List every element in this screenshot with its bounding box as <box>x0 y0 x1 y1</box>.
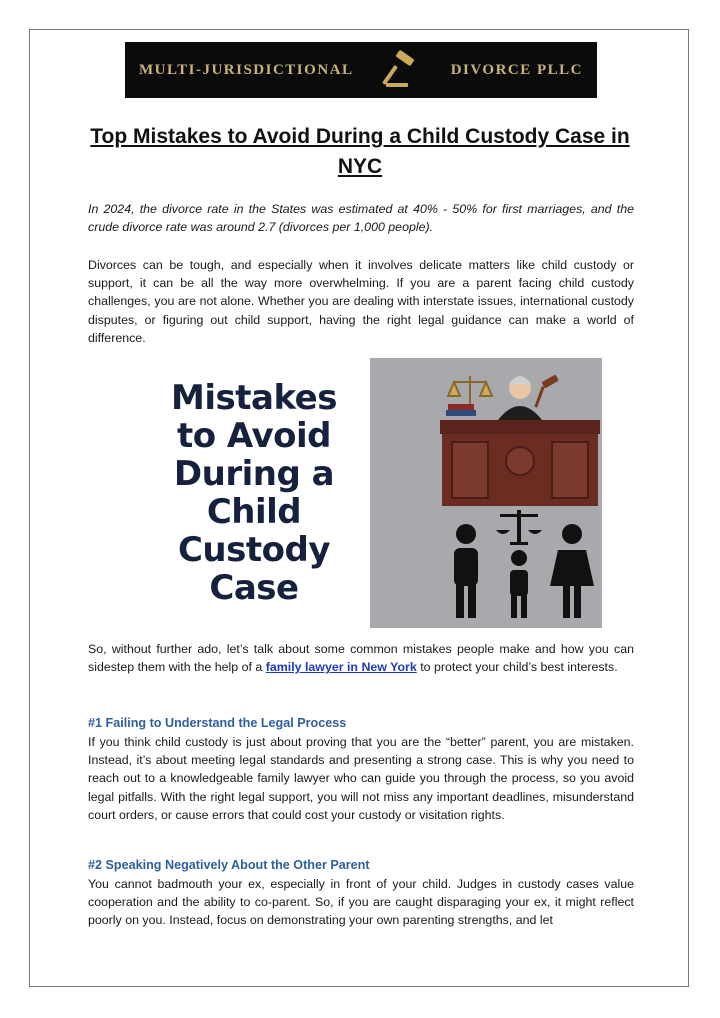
document-page <box>29 29 689 987</box>
hero-line: Custody <box>177 530 330 570</box>
hero-line: Mistakes <box>171 378 337 418</box>
logo-left-text: MULTI-JURISDICTIONAL <box>139 61 354 78</box>
family-lawyer-link[interactable]: family lawyer in New York <box>265 660 417 675</box>
courtroom-illustration <box>370 358 602 628</box>
article-title: Top Mistakes to Avoid During a Child Custody Case in NYC <box>90 125 630 178</box>
judge-desk <box>440 420 600 434</box>
section-heading-1: #1 Failing to Understand the Legal Process <box>88 716 347 730</box>
hero-line: During a <box>173 454 335 494</box>
intro-paragraph: In 2024, the divorce rate in the States was estimated at 40% - 50% for first marriages, and the crude divorce rate was around 2.7 (divorces per 1,000 people). <box>88 202 634 235</box>
paragraph-2 <box>88 640 634 676</box>
hero-heading <box>171 379 337 607</box>
paragraph-1: Divorces can be tough, and especially when it involves delicate matters like child custody or support, it can be all the way more overwhelming. If you are a parent facing child custody challenges, you are not alone. Whether you are dealing with interstate issues, international custody disputes, or figuring out child support, having the right legal guidance can make a world of difference. <box>88 258 634 345</box>
paragraph-2-before: So, without further ado, let’s talk about some common mistakes people make and how you can sidestep them with the help of a <box>88 642 634 675</box>
hero-image <box>138 358 602 628</box>
hero-line: Child <box>206 492 302 532</box>
paragraph-2-after: to protect your child’s best interests. <box>416 660 618 675</box>
paragraph-4: You cannot badmouth your ex, especially in front of your child. Judges in custody cases value cooperation and the ability to co-parent. So, if you are caught disparaging your ex, it might reflect poorly on you. Instead, focus on demonstrating your own parenting strengths, and let <box>88 877 634 928</box>
hero-line: Case <box>209 568 299 608</box>
hero-line: to Avoid <box>176 416 332 456</box>
logo-right-text: DIVORCE PLLC <box>450 61 583 78</box>
firm-logo <box>125 42 597 98</box>
paragraph-3: If you think child custody is just about proving that you are the “better” parent, you are mistaken. Instead, it’s about meeting legal standards and presenting a strong case. This is why you need to reach out to a knowledgeable family lawyer who can guide you through the process, so you avoid legal pitfalls. With the right legal support, you will not miss any important deadlines, misunderstand court orders, or cause errors that could cost your custody or visitation rights. <box>88 735 634 822</box>
hero-text-panel <box>138 358 370 628</box>
section-heading-2: #2 Speaking Negatively About the Other Parent <box>88 858 370 872</box>
gavel-icon <box>382 50 422 90</box>
